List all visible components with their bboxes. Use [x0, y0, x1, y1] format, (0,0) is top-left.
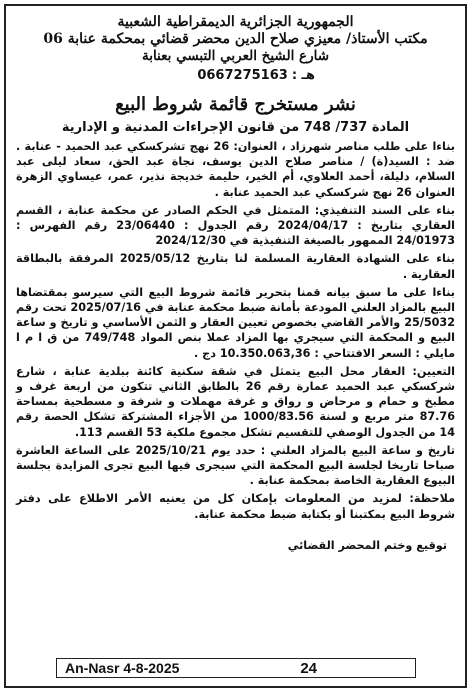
- paragraph-sale-conditions: بناءا على ما سبق بيانه قمنا بتحرير قائمة شروط البيع التي سيرسو بمقتضاها البيع بالمزاد العلني المودعة بأمانة ضبط محكمة عنابة في 2025/07/16 تحت رقم 25/5032 والأمر القاضي بخصوص تعيين العقار و الثمن الأساسي و تاريخ و ساعة البيع و المحكمة التي سيجري بها المزاد عملا بنص المواد 749/748 من ق ا م ا مايلي : السعر الافتتاحي : 10.350.063,36 دج .: [16, 285, 456, 360]
- republic-heading: الجمهورية الجزائرية الديمقراطية الشعبية: [117, 14, 354, 30]
- bailiff-office: مكتب الأستاذ/ معيزي صلاح الدين محضر قضائي بمحكمة عنابة 06: [43, 31, 428, 47]
- notice-title: نشر مستخرج قائمة شروط البيع: [115, 94, 356, 115]
- paragraph-auction-date: تاريخ و ساعة البيع بالمزاد العلني : حدد يوم 2025/10/21 على الساعة العاشرة صباحا تاريخا لجلسة البيع المحكمة التي سيجرى فيها البيع تجرى المزايدة بجلسة البيوع العقارية الخاصة بمحكمة عنابة .: [16, 443, 455, 488]
- legal-article: المادة 737/ 748 من قانون الإجراءات المدنية و الإدارية: [61, 120, 410, 135]
- signature-line: توقيع وختم المحضر القضائي: [287, 538, 447, 552]
- paragraph-parties: بناءا على طلب مناصر شهرزاد ، العنوان: 26 نهج تشركسكي عبد الحميد - عنابة . ضد : السيد(ة) / مناصر صلاح الدين يوسف، نجاة عبد الحق، سعاد ليلى عبد السلام، دليلة، أحمد العلاوي، أم الخير، حليمة خديجة نذير، عمر، عيساوي الزهرة العنوان 26 نهج شركسكي عبد الحميد عنابة .: [16, 140, 455, 199]
- paragraph-property-description: التعيين: العقار محل البيع يتمثل في شقة سكنية كائنة ببلدية عنابة ، شارع شركسكي عبد الحميد عمارة رقم 26 بالطابق الثاني تتكون من اربعة غرف و مطبخ و حمام و مرحاض و رواق و غرفة مهملات و شرفة و مسطحية بمساحة 87.76 متر مربع و لسنة 1000/83.56 من الأجزاء المشتركة تشكل الحصة رقم 14 من الجدول الوصفي للتقسيم تشكل مجموع ملكية 53 القسم 113.: [16, 364, 455, 439]
- paragraph-land-certificate: بناء على الشهادة العقارية المسلمة لنا بتاريخ 2025/05/12 المرفقة بالبطاقة العقارية .: [16, 252, 455, 281]
- phone-label: هـ :: [291, 68, 315, 83]
- notice-body: [6, 137, 465, 554]
- phone-number: 0667275163: [197, 68, 288, 83]
- notice-frame: [4, 4, 467, 688]
- page-number: 24: [300, 659, 317, 677]
- newspaper-date: An-Nasr 4-8-2025: [65, 660, 180, 676]
- paragraph-executive-title: بناء على السند التنفيذي: المتمثل في الحكم الصادر عن محكمة عنابة ، القسم العقاري بتاريخ : 2024/04/17 رقم الجدول : 23/06440 رقم الفهرس : 24/01973 الممهور بالصيغة التنفيذية في 2024/12/30: [16, 203, 455, 248]
- notice-header: [6, 14, 465, 85]
- paragraph-note: ملاحظة: لمزيد من المعلومات بإمكان كل من يعنيه الأمر الاطلاع على دفتر شروط البيع بمكتبنا أو بكتابة ضبط محكمة عنابة.: [16, 492, 455, 521]
- office-address: شارع الشيخ العربي التبسي بعنابة: [141, 48, 330, 64]
- page-footer: [56, 658, 416, 678]
- phone-row: [6, 67, 465, 85]
